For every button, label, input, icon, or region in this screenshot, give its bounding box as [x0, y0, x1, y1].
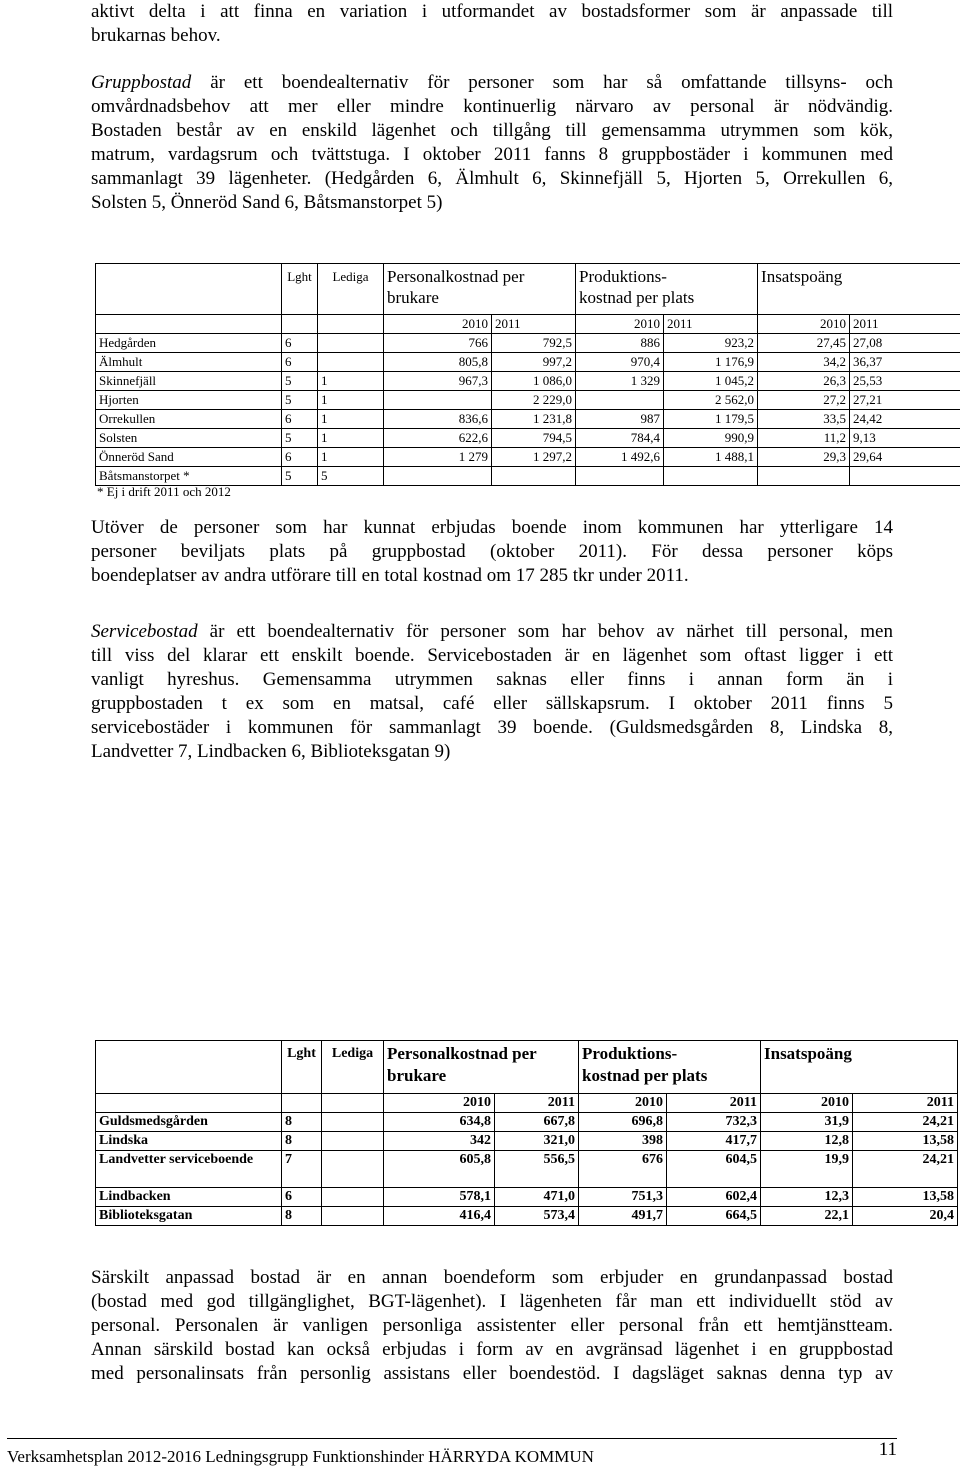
- text-fragment: är ett boendealternativ för personer som har så omfattande tillsyns- och: [191, 72, 893, 93]
- data-cell: [322, 1151, 384, 1188]
- data-cell: 6: [282, 353, 318, 372]
- data-cell: 8: [282, 1207, 322, 1226]
- data-cell: 6: [282, 334, 318, 353]
- header-insatspoang: Insatspoäng: [761, 1041, 958, 1094]
- text-line: Solsten 5, Önneröd Sand 6, Båtsmanstorpet 5): [91, 192, 443, 213]
- data-cell: 27,2: [758, 391, 850, 410]
- data-cell: 2 562,0: [664, 391, 758, 410]
- footer-text: Verksamhetsplan 2012-2016 Ledningsgrupp Funktionshinder HÄRRYDA KOMMUN: [7, 1447, 594, 1466]
- gruppbostad-cost-table: [95, 263, 960, 486]
- data-cell: [492, 467, 576, 486]
- table-row: [96, 467, 960, 486]
- header-text: kostnad per plats: [579, 288, 695, 307]
- text-line: servicebostäder i kommunen för sammanlagt 39 boende. (Guldsmedsgården 8, Lindska 8,: [91, 717, 893, 738]
- text-line: till viss del klarar ett enskilt boende. Servicebostaden är en lägenhet som oftast ligger i ett: [91, 645, 893, 666]
- text-line: gruppbostaden t ex som en matsal, café eller sällskapsrum. I oktober 2011 finns 5: [91, 693, 893, 714]
- table-header-row: [96, 1041, 958, 1094]
- data-cell: 751,3: [579, 1188, 667, 1207]
- text-line: aktivt delta i att finna en variation i utformandet av bostadsformer som är anpassade till: [91, 1, 893, 22]
- data-cell: 784,4: [576, 429, 664, 448]
- data-cell: [322, 1188, 384, 1207]
- page-footer: [7, 1438, 897, 1467]
- data-cell: 6: [282, 1188, 322, 1207]
- data-cell: 605,8: [384, 1151, 495, 1188]
- data-cell: [576, 467, 664, 486]
- data-cell: 491,7: [579, 1207, 667, 1226]
- year-cell: 2011: [664, 315, 758, 334]
- data-cell: 1 329: [576, 372, 664, 391]
- data-cell: 1: [318, 372, 384, 391]
- text-fragment: är ett boendealternativ för personer som har behov av närhet till personal, men: [197, 621, 893, 642]
- data-cell: 19,9: [761, 1151, 853, 1188]
- data-cell: 923,2: [664, 334, 758, 353]
- header-produktionskostnad: [579, 1041, 761, 1094]
- header-blank-cell: [96, 1041, 282, 1094]
- data-cell: 667,8: [495, 1113, 579, 1132]
- data-cell: 792,5: [492, 334, 576, 353]
- data-cell: 970,4: [576, 353, 664, 372]
- year-cell: 2011: [853, 1094, 958, 1113]
- text-line: vanligt hyreshus. Gemensamma utrymmen saknas eller finns i annan form än i: [91, 669, 893, 690]
- header-blank-cell: [96, 264, 282, 315]
- data-cell: 1 176,9: [664, 353, 758, 372]
- header-text: brukare: [387, 1066, 447, 1085]
- year-blank-cell: [96, 1094, 282, 1113]
- data-cell: 398: [579, 1132, 667, 1151]
- data-cell: 696,8: [579, 1113, 667, 1132]
- table-row: [96, 1207, 958, 1226]
- data-cell: 1 179,5: [664, 410, 758, 429]
- row-label-cell: Båtsmanstorpet *: [96, 467, 282, 486]
- year-cell: 2011: [492, 315, 576, 334]
- data-cell: 573,4: [495, 1207, 579, 1226]
- row-label-cell: Biblioteksgatan: [96, 1207, 282, 1226]
- row-label-cell: Önneröd Sand: [96, 448, 282, 467]
- table-row: [96, 1188, 958, 1207]
- data-cell: 11,2: [758, 429, 850, 448]
- text-line: med personalinsats från personlig assistans eller boendestöd. I dagsläget saknas denna typ av: [91, 1363, 893, 1384]
- data-cell: 602,4: [667, 1188, 761, 1207]
- data-cell: 5: [282, 467, 318, 486]
- text-line: sammanlagt 39 lägenheter. (Hedgården 6, Älmhult 6, Skinnefjäll 5, Hjorten 5, Orrekullen 6,: [91, 168, 893, 189]
- data-cell: 997,2: [492, 353, 576, 372]
- table-body: [96, 334, 960, 486]
- data-cell: 5: [282, 429, 318, 448]
- data-cell: 8: [282, 1132, 322, 1151]
- data-cell: 732,3: [667, 1113, 761, 1132]
- paragraph-external-placements: [91, 516, 893, 588]
- data-cell: 25,53: [850, 372, 960, 391]
- data-cell: 1: [318, 448, 384, 467]
- table-row: [96, 391, 960, 410]
- data-cell: 24,21: [853, 1151, 958, 1188]
- header-produktionskostnad: [576, 264, 758, 315]
- data-cell: 1 045,2: [664, 372, 758, 391]
- data-cell: 2 229,0: [492, 391, 576, 410]
- data-cell: 27,21: [850, 391, 960, 410]
- header-personalkostnad: [384, 264, 576, 315]
- term-servicebostad: Servicebostad: [91, 621, 198, 642]
- data-cell: 24,21: [853, 1113, 958, 1132]
- year-cell: 2010: [384, 1094, 495, 1113]
- table-row: [96, 429, 960, 448]
- data-cell: 664,5: [667, 1207, 761, 1226]
- data-cell: 29,64: [850, 448, 960, 467]
- data-cell: 967,3: [384, 372, 492, 391]
- data-cell: 1 492,6: [576, 448, 664, 467]
- table-row: [96, 1113, 958, 1132]
- year-cell: 2010: [761, 1094, 853, 1113]
- term-gruppbostad: Gruppbostad: [91, 72, 192, 93]
- header-lght: Lght: [282, 264, 318, 315]
- data-cell: 766: [384, 334, 492, 353]
- data-cell: [322, 1113, 384, 1132]
- row-label-cell: Lindbacken: [96, 1188, 282, 1207]
- text-line: matrum, vardagsrum och tvättstuga. I oktober 2011 fanns 8 gruppbostäder i kommunen med: [91, 144, 893, 165]
- year-cell: 2011: [667, 1094, 761, 1113]
- row-label-cell: Lindska: [96, 1132, 282, 1151]
- data-cell: 24,42: [850, 410, 960, 429]
- data-cell: 33,5: [758, 410, 850, 429]
- data-cell: [758, 467, 850, 486]
- data-cell: [322, 1132, 384, 1151]
- text-line: Landvetter 7, Lindbacken 6, Biblioteksgatan 9): [91, 741, 451, 762]
- paragraph-sarskilt-anpassad: [91, 1266, 893, 1386]
- year-cell: 2010: [384, 315, 492, 334]
- data-cell: 34,2: [758, 353, 850, 372]
- year-blank-cell: [322, 1094, 384, 1113]
- text-line: Särskilt anpassad bostad är en annan boendeform som erbjuder en grundanpassad bostad: [91, 1267, 893, 1288]
- year-blank-cell: [282, 315, 318, 334]
- data-cell: 36,37: [850, 353, 960, 372]
- year-cell: 2011: [495, 1094, 579, 1113]
- data-cell: 556,5: [495, 1151, 579, 1188]
- header-insatspoang: Insatspoäng: [758, 264, 960, 315]
- data-cell: 29,3: [758, 448, 850, 467]
- year-blank-cell: [282, 1094, 322, 1113]
- table-header-row: [96, 264, 960, 315]
- data-cell: [384, 391, 492, 410]
- year-cell: 2010: [579, 1094, 667, 1113]
- header-lediga: Lediga: [322, 1041, 384, 1094]
- data-cell: 27,45: [758, 334, 850, 353]
- data-cell: 416,4: [384, 1207, 495, 1226]
- data-cell: 1: [318, 429, 384, 448]
- text-line: Annan särskild bostad kan också erbjudas i form av en avgränsad lägenhet i en gruppbostad: [91, 1339, 893, 1360]
- data-cell: 805,8: [384, 353, 492, 372]
- data-cell: 321,0: [495, 1132, 579, 1151]
- data-cell: [318, 353, 384, 372]
- table-row: [96, 372, 960, 391]
- data-cell: 27,08: [850, 334, 960, 353]
- table-row: [96, 448, 960, 467]
- header-text: Personalkostnad per: [387, 267, 525, 286]
- servicebostad-cost-table: [95, 1040, 958, 1226]
- page-number: 11: [878, 1439, 897, 1460]
- header-personalkostnad: [384, 1041, 579, 1094]
- data-cell: 990,9: [664, 429, 758, 448]
- paragraph-intro: [91, 0, 893, 48]
- data-cell: 417,7: [667, 1132, 761, 1151]
- data-cell: 987: [576, 410, 664, 429]
- data-cell: 20,4: [853, 1207, 958, 1226]
- row-label-cell: Skinnefjäll: [96, 372, 282, 391]
- data-cell: [850, 467, 960, 486]
- table-row: [96, 334, 960, 353]
- table-row: [96, 353, 960, 372]
- text-line: (bostad med god tillgänglighet, BGT-lägenhet). I lägenheten får man ett individuellt stöd av: [91, 1291, 893, 1312]
- data-cell: [576, 391, 664, 410]
- header-text: Produktions-: [579, 267, 667, 286]
- data-cell: 1 231,8: [492, 410, 576, 429]
- row-label-cell: Hjorten: [96, 391, 282, 410]
- year-cell: 2010: [576, 315, 664, 334]
- header-text: kostnad per plats: [582, 1066, 708, 1085]
- data-cell: 886: [576, 334, 664, 353]
- data-cell: 13,58: [853, 1188, 958, 1207]
- row-label-cell: Orrekullen: [96, 410, 282, 429]
- text-line: [91, 71, 893, 95]
- data-cell: 31,9: [761, 1113, 853, 1132]
- data-cell: 471,0: [495, 1188, 579, 1207]
- year-cell: 2010: [758, 315, 850, 334]
- header-text: brukare: [387, 288, 439, 307]
- table-year-row: [96, 315, 960, 334]
- data-cell: 604,5: [667, 1151, 761, 1188]
- data-cell: 6: [282, 410, 318, 429]
- data-cell: 22,1: [761, 1207, 853, 1226]
- data-cell: 12,8: [761, 1132, 853, 1151]
- data-cell: 1 297,2: [492, 448, 576, 467]
- header-lediga: Lediga: [318, 264, 384, 315]
- data-cell: 12,3: [761, 1188, 853, 1207]
- data-cell: [384, 467, 492, 486]
- year-blank-cell: [318, 315, 384, 334]
- data-cell: 5: [282, 391, 318, 410]
- data-cell: 634,8: [384, 1113, 495, 1132]
- text-line: omvårdnadsbehov att mer eller mindre kontinuerlig närvaro av personal är nödvändig.: [91, 96, 893, 117]
- data-cell: [664, 467, 758, 486]
- table-row: [96, 410, 960, 429]
- row-label-cell: Landvetter serviceboende: [96, 1151, 282, 1188]
- data-cell: 342: [384, 1132, 495, 1151]
- row-label-cell: Älmhult: [96, 353, 282, 372]
- data-cell: [318, 334, 384, 353]
- text-line: Bostaden består av en enskild lägenhet och tillgång till gemensamma utrymmen som kök,: [91, 120, 893, 141]
- data-cell: 1: [318, 391, 384, 410]
- data-cell: 836,6: [384, 410, 492, 429]
- table-row: [96, 1151, 958, 1188]
- data-cell: 622,6: [384, 429, 492, 448]
- year-cell: 2011: [850, 315, 960, 334]
- row-label-cell: Solsten: [96, 429, 282, 448]
- data-cell: 1: [318, 410, 384, 429]
- row-label-cell: Hedgården: [96, 334, 282, 353]
- text-line: personer beviljats plats på gruppbostad (oktober 2011). För dessa personer köps: [91, 541, 893, 562]
- row-label-cell: Guldsmedsgården: [96, 1113, 282, 1132]
- data-cell: 7: [282, 1151, 322, 1188]
- data-cell: [322, 1207, 384, 1226]
- data-cell: 8: [282, 1113, 322, 1132]
- table-row: [96, 1132, 958, 1151]
- year-blank-cell: [96, 315, 282, 334]
- table-year-row: [96, 1094, 958, 1113]
- table-footnote: * Ej i drift 2011 och 2012: [97, 484, 231, 499]
- header-text: Produktions-: [582, 1044, 678, 1063]
- text-line: Utöver de personer som har kunnat erbjudas boende inom kommunen har ytterligare 14: [91, 517, 893, 538]
- header-lght: Lght: [282, 1041, 322, 1094]
- data-cell: 794,5: [492, 429, 576, 448]
- data-cell: 6: [282, 448, 318, 467]
- data-cell: 5: [282, 372, 318, 391]
- paragraph-servicebostad: [91, 620, 893, 764]
- data-cell: 5: [318, 467, 384, 486]
- data-cell: 1 488,1: [664, 448, 758, 467]
- data-cell: 1 086,0: [492, 372, 576, 391]
- header-text: Personalkostnad per: [387, 1044, 537, 1063]
- table-body: [96, 1113, 958, 1226]
- data-cell: 13,58: [853, 1132, 958, 1151]
- data-cell: 1 279: [384, 448, 492, 467]
- text-line: personal. Personalen är vanligen personliga assistenter eller personal från ett hemtjänstteam.: [91, 1315, 893, 1336]
- data-cell: 676: [579, 1151, 667, 1188]
- data-cell: 26,3: [758, 372, 850, 391]
- paragraph-gruppbostad: [91, 71, 893, 215]
- data-cell: 578,1: [384, 1188, 495, 1207]
- data-cell: 9,13: [850, 429, 960, 448]
- text-line: brukarnas behov.: [91, 25, 221, 46]
- text-line: [91, 620, 893, 644]
- text-line: boendeplatser av andra utförare till en total kostnad om 17 285 tkr under 2011.: [91, 565, 689, 586]
